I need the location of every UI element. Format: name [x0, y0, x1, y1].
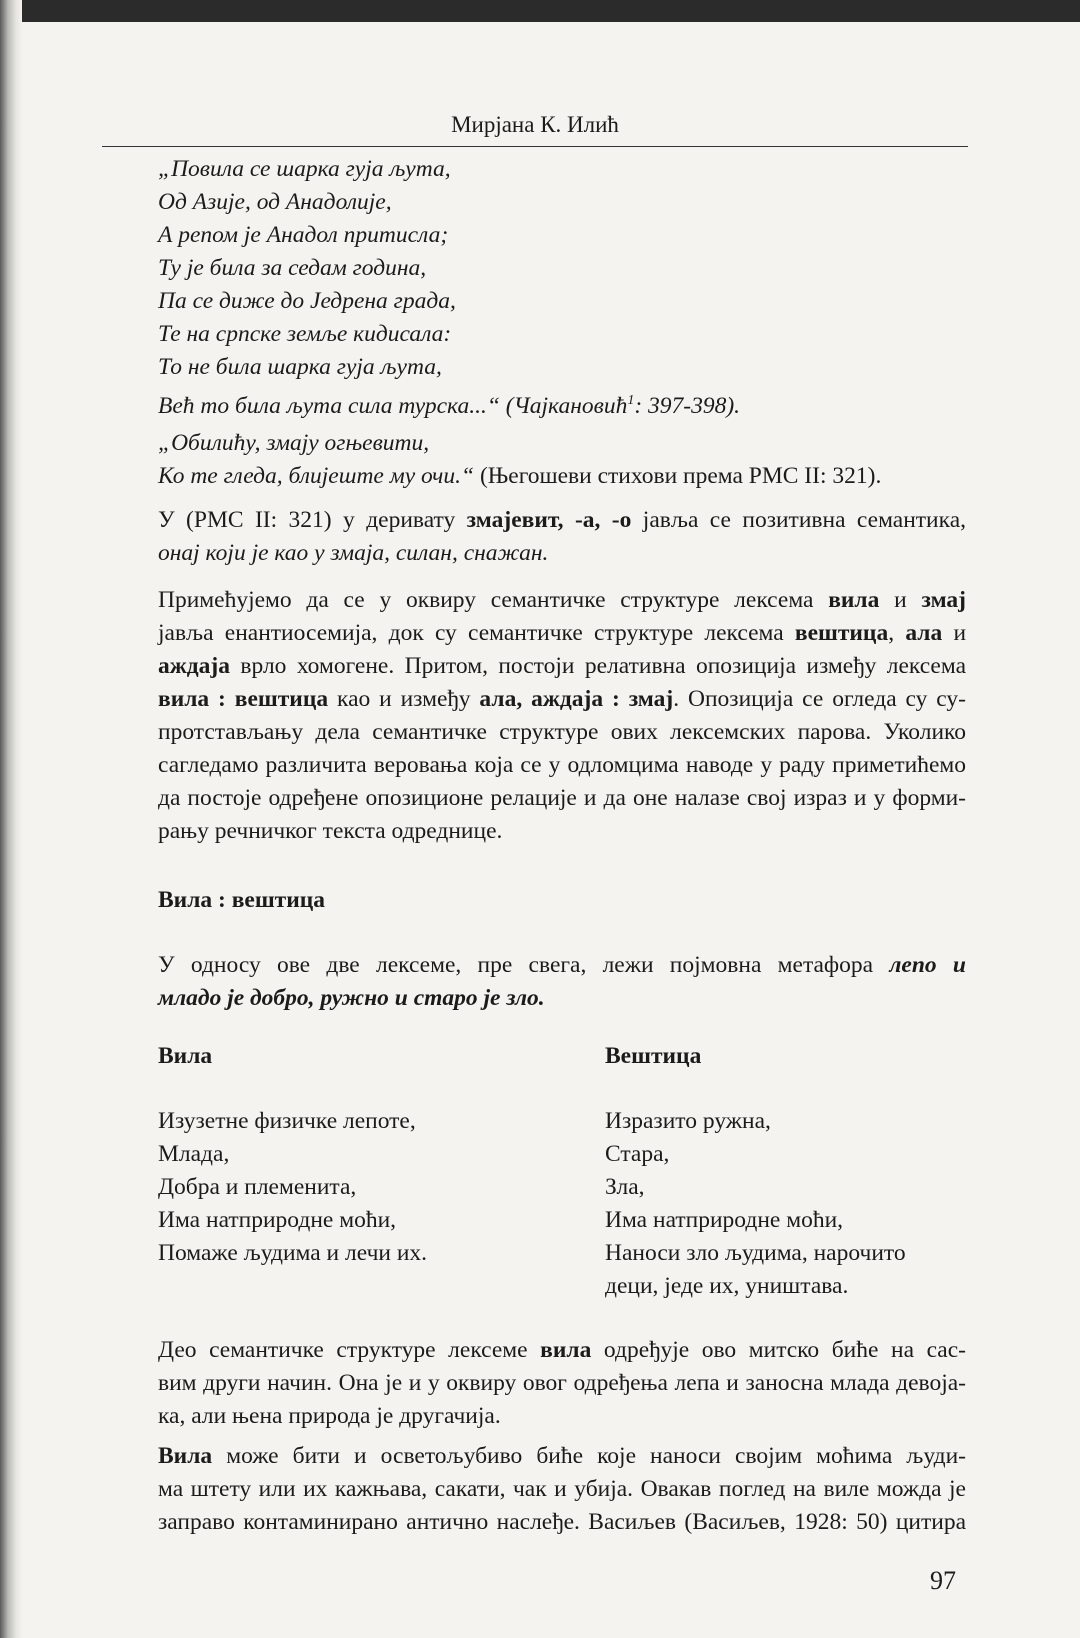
scan-top-border [0, 0, 1080, 22]
list-item: Изузетне физичке лепоте, [158, 1108, 416, 1134]
list-item: Има натприродне моћи, [158, 1207, 397, 1233]
section-heading: Вила : вештица [158, 887, 326, 913]
verse-line-with-source: Ко те гледа, блијеште му очи.“ (Његошеви стихови према РМС II: 321). [158, 463, 882, 489]
running-title: Мирјана К. Илић [451, 112, 619, 137]
paragraph-line: Примећујемо да се у оквиру семантичке структуре лексема вила и змај [158, 587, 966, 613]
column-header-vila: Вила [158, 1043, 213, 1069]
list-item: Добра и племенита, [158, 1174, 357, 1200]
paragraph-line: ка, али њена природа је другачија. [158, 1403, 501, 1429]
verse-line-with-citation [158, 384, 740, 423]
paragraph-line: протстављању дела семантичке структуре ових лексемских парова. Уколико [158, 719, 966, 745]
list-item: Зла, [605, 1174, 645, 1200]
verse-line: „Обилићу, змају огњевити, [158, 430, 430, 456]
paragraph-line: ма штету или их кажњава, сакати, чак и убија. Овакав поглед на виле можда је [158, 1476, 966, 1502]
paragraph-line: сагледамо различита веровања која се у одломцима наводе у раду приметићемо [158, 752, 966, 778]
paragraph-line: заправо контаминирано антично наслеђе. Васиљев (Васиљев, 1928: 50) цитира [158, 1509, 966, 1535]
list-item: Има натприродне моћи, [605, 1207, 844, 1233]
verse-text: Већ то била љута сила турска...“ [158, 392, 500, 419]
verse-line: Од Азије, од Анадолије, [158, 189, 392, 215]
column-header-veshtica: Вештица [605, 1043, 702, 1069]
list-item: деци, једе их, уништава. [605, 1273, 849, 1299]
paragraph-line: У односу ове две лексеме, пре свега, лежи појмовна метафора лепо и [158, 952, 966, 978]
paragraph-line: младо је добро, ружно и старо је зло. [158, 985, 545, 1011]
list-item: Млада, [158, 1141, 230, 1167]
paragraph-line: У (РМС II: 321) у деривату змајевит, -а, -о јавља се позитивна семантика, [158, 507, 967, 533]
paragraph-line: онај који је као у змаја, силан, снажан. [158, 540, 549, 566]
paragraph-line: Део семантичке структуре лексеме вила одређује ово митско биће на сас- [158, 1337, 966, 1363]
paragraph-line: рању речничког текста одреднице. [158, 818, 503, 844]
page-number: 97 [930, 1566, 956, 1595]
paragraph-line: вим други начин. Она је и у оквиру овог одређења лепа и заносна млада девоја- [158, 1370, 966, 1396]
book-gutter-shadow [0, 0, 22, 1638]
paragraph-line: јавља енантиосемија, док су семантичке структуре лексема вештица, ала и [158, 620, 967, 646]
citation: (Чајкановић$^1$: 397-398). [505, 392, 741, 419]
paragraph-line: аждаја врло хомогене. Притом, постоји релативна опозиција између лексема [158, 653, 966, 679]
paragraph-line: Вила може бити и осветољубиво биће које наноси својим моћима људи- [158, 1443, 966, 1469]
list-item: Наноси зло људима, нарочито [605, 1240, 906, 1266]
verse-line: То не била шарка гуја љута, [158, 354, 442, 380]
verse-line: Па се диже до Једрена града, [158, 288, 456, 314]
list-item: Помаже људима и лечи их. [158, 1240, 428, 1266]
verse-line: „Повила се шарка гуја љута, [158, 156, 451, 182]
paragraph-line: вила : вештица као и између ала, аждаја : змај. Опозиција се огледа су су- [158, 686, 966, 712]
running-header [102, 112, 968, 147]
verse-line: Ту је била за седам година, [158, 255, 427, 281]
verse-line: Те на српске земље кидисала: [158, 321, 452, 347]
paragraph-line: да постоје одређене опозиционе релације и да оне налазе свој израз и у форми- [158, 785, 966, 811]
list-item: Стара, [605, 1141, 670, 1167]
verse-line: А репом је Анадол притисла; [158, 222, 449, 248]
list-item: Изразито ружна, [605, 1108, 771, 1134]
